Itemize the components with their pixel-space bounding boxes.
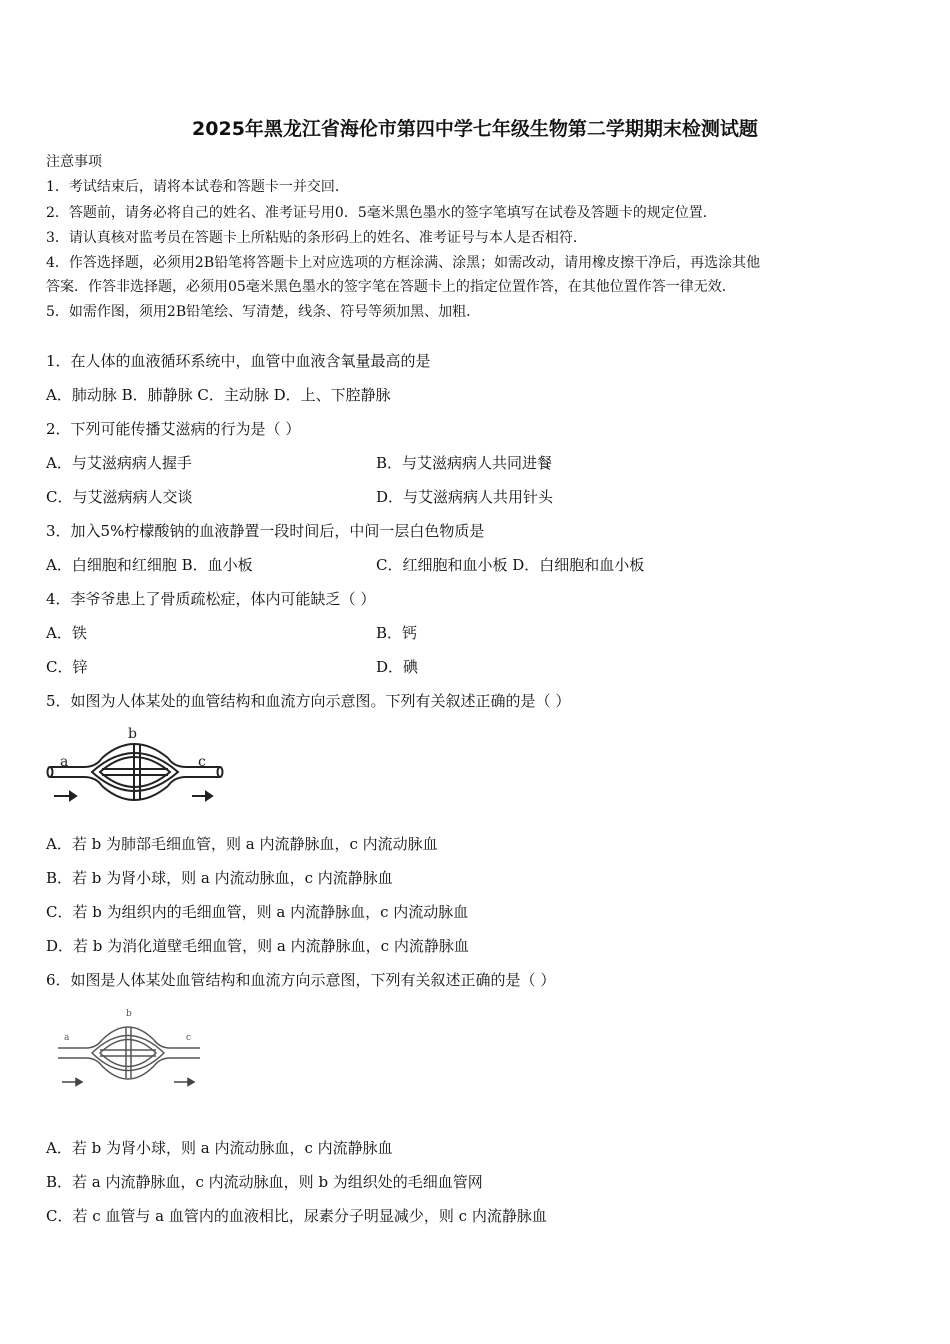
notice-heading: 注意事项 [46, 154, 102, 170]
question-5-stem: 5．如图为人体某处的血管结构和血流方向示意图。下列有关叙述正确的是（ ） [46, 692, 571, 710]
question-1-stem: 1．在人体的血液循环系统中，血管中血液含氧量最高的是 [46, 352, 431, 370]
notice-item: 3．请认真核对监考员在答题卡上所粘贴的条形码上的姓名、准考证号与本人是否相符． [46, 230, 587, 246]
question-4-option-b: B．钙 [376, 624, 418, 642]
question-6-option-c: C．若 c 血管与 a 血管内的血液相比，尿素分子明显减少，则 c 内流静脉血 [46, 1207, 547, 1225]
notice-item: 5．如需作图，须用2B铅笔绘、写清楚，线条、符号等须加黑、加粗． [46, 304, 481, 320]
question-6-option-b: B．若 a 内流静脉血，c 内流动脉血，则 b 为组织处的毛细血管网 [46, 1173, 483, 1191]
label-a: a [64, 1033, 70, 1043]
question-4-option-a: A．铁 [46, 624, 87, 642]
question-2-option-a: A．与艾滋病病人握手 [46, 454, 192, 472]
blood-vessel-diagram-1 [44, 724, 234, 808]
question-3-options-ab: A．白细胞和红细胞 B．血小板 [46, 556, 253, 574]
question-3-stem: 3．加入5%柠檬酸钠的血液静置一段时间后，中间一层白色物质是 [46, 522, 485, 540]
label-c: c [198, 754, 206, 770]
question-6-stem: 6．如图是人体某处血管结构和血流方向示意图，下列有关叙述正确的是（ ） [46, 971, 556, 989]
label-a: a [60, 754, 69, 770]
question-5-option-d: D．若 b 为消化道壁毛细血管，则 a 内流静脉血，c 内流静脉血 [46, 937, 469, 955]
question-2-option-b: B．与艾滋病病人共同进餐 [376, 454, 553, 472]
question-4-option-c: C．锌 [46, 658, 88, 676]
label-b: b [126, 1009, 132, 1019]
question-5-option-c: C．若 b 为组织内的毛细血管，则 a 内流静脉血，c 内流动脉血 [46, 903, 469, 921]
question-6-option-a: A．若 b 为肾小球，则 a 内流动脉血，c 内流静脉血 [46, 1139, 393, 1157]
question-5-option-a: A．若 b 为肺部毛细血管，则 a 内流静脉血，c 内流动脉血 [46, 835, 438, 853]
page-title: 2025年黑龙江省海伦市第四中学七年级生物第二学期期末检测试题 [192, 118, 758, 140]
notice-item: 4．作答选择题，必须用2B铅笔将答题卡上对应选项的方框涂满、涂黑；如需改动，请用橡皮擦干净后，再选涂其他 [46, 255, 761, 271]
notice-item: 1．考试结束后，请将本试卷和答题卡一并交回． [46, 179, 349, 195]
question-2-option-d: D．与艾滋病病人共用针头 [376, 488, 554, 506]
question-3-options-cd: C．红细胞和血小板 D．白细胞和血小板 [376, 556, 645, 574]
question-5-option-b: B．若 b 为肾小球，则 a 内流动脉血，c 内流静脉血 [46, 869, 393, 887]
question-1-options: A．肺动脉 B．肺静脉 C．主动脉 D．上、下腔静脉 [46, 386, 391, 404]
question-2-stem: 2．下列可能传播艾滋病的行为是（ ） [46, 420, 301, 438]
question-4-option-d: D．碘 [376, 658, 419, 676]
question-4-stem: 4．李爷爷患上了骨质疏松症，体内可能缺乏（ ） [46, 590, 376, 608]
notice-item: 2．答题前，请务必将自己的姓名、准考证号用0．5毫米黑色墨水的签字笔填写在试卷及答题卡的规定位置． [46, 205, 717, 221]
notice-item: 答案．作答非选择题，必须用05毫米黑色墨水的签字笔在答题卡上的指定位置作答，在其他位置作答一律无效． [46, 279, 736, 295]
label-c: c [186, 1033, 192, 1043]
blood-vessel-diagram-2 [54, 1006, 214, 1096]
label-b: b [128, 726, 137, 742]
question-2-option-c: C．与艾滋病病人交谈 [46, 488, 193, 506]
